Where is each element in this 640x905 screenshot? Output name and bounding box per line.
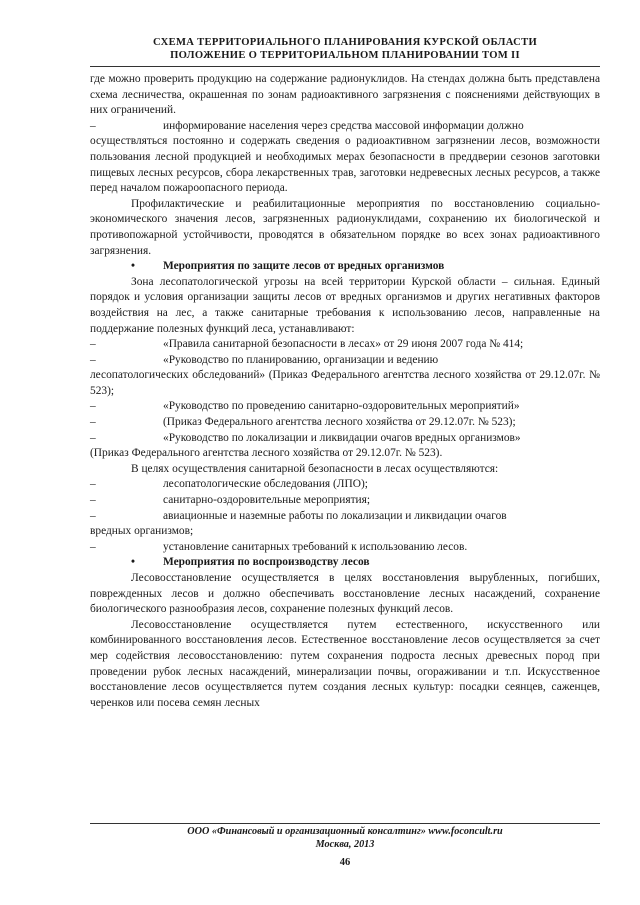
dash-marker: – [90, 494, 96, 507]
list-item-continuation: осуществляться постоянно и содержать сведения о радиоактивном загрязнении лесов, возможности пользования лесной продукцией и необходимых мерах безопасности в преддверии сезонов заготовки пищевых лесных ресурсов, сбора лекарственных трав, заготовки недревесных лесных ресурсов, а также перед началом пожароопасного периода. [90, 135, 600, 195]
list-item-text: информирование населения через средства массовой информации должно [163, 119, 524, 132]
bullet-marker: • [131, 556, 135, 569]
list-item [90, 540, 600, 556]
list-item-text: «Руководство по проведению санитарно-оздоровительных мероприятий» [163, 400, 520, 413]
list-item [90, 353, 600, 400]
footer-company: ООО «Финансовый и организационный консалтинг» www.foconcult.ru [187, 826, 503, 837]
dash-marker: – [90, 400, 96, 413]
dash-marker: – [90, 416, 96, 429]
header-title-line-1: СХЕМА ТЕРРИТОРИАЛЬНОГО ПЛАНИРОВАНИЯ КУРСКОЙ ОБЛАСТИ [152, 37, 537, 48]
dash-marker: – [90, 509, 96, 522]
header-title-line-2: ПОЛОЖЕНИЕ О ТЕРРИТОРИАЛЬНОМ ПЛАНИРОВАНИИ ТОМ II [170, 50, 520, 61]
dash-marker: – [90, 540, 96, 553]
dash-marker: – [90, 338, 96, 351]
list-item-continuation: лесопатологических обследований» (Приказ Федерального агентства лесного хозяйства от 29.12.07г. № 523); [90, 369, 600, 397]
paragraph: В целях осуществления санитарной безопасности в лесах осуществляются: [131, 462, 499, 475]
paragraph: Профилактические и реабилитационные мероприятия по восстановлению социально-экономического значения лесов, загрязненных радионуклидами, сохранению их биологической и противопожарной устойчивости, проводятся в обязательном порядке во всех зонах радиоактивного загрязнения. [90, 197, 600, 257]
dash-marker: – [90, 353, 96, 366]
header-divider [90, 66, 600, 67]
page-header [90, 36, 600, 62]
list-item-text: санитарно-оздоровительные мероприятия; [163, 494, 371, 507]
paragraph: Зона лесопатологической угрозы на всей территории Курской области – сильная. Единый порядок и условия организации защиты лесов от вредных организмов и других негативных факторов воздействия на лес, а также санитарные требования к использованию лесов, направленные на поддержание полезных функций леса, устанавливают: [90, 275, 600, 335]
section-heading-text: Мероприятия по воспроизводству лесов [163, 556, 370, 569]
list-item [90, 509, 600, 540]
list-item-text: установление санитарных требований к использованию лесов. [163, 540, 468, 553]
page-number: 46 [339, 857, 351, 868]
section-heading [90, 555, 600, 571]
list-item [90, 431, 600, 462]
list-item [90, 415, 600, 431]
footer-divider [90, 823, 600, 824]
footer-city-year: Москва, 2013 [315, 838, 375, 850]
bullet-marker: • [131, 260, 135, 273]
dash-marker: – [90, 478, 96, 491]
dash-marker: – [90, 431, 96, 444]
list-item-text: «Руководство по планированию, организации и ведению [163, 353, 439, 366]
list-item-text: «Руководство по локализации и ликвидации очагов вредных организмов» [163, 431, 521, 444]
list-item-continuation: (Приказ Федерального агентства лесного хозяйства от 29.12.07г. № 523). [90, 447, 443, 460]
section-heading-text: Мероприятия по защите лесов от вредных организмов [163, 260, 445, 273]
dash-marker: – [90, 119, 96, 132]
list-item-text: (Приказ Федерального агентства лесного хозяйства от 29.12.07г. № 523); [163, 416, 516, 429]
paragraph: Лесовосстановление осуществляется путем естественного, искусственного или комбинированного восстановления лесов. Естественное восстановление лесов осуществляется за счет мер содействия лесовосстановлению: путем сохранения подроста лесных древесных пород при проведении рубок лесных насаждений, минерализации почвы, огораживании и т.п. Искусственное восстановление лесов осуществляется путем создания лесных культур: посадки сеянцев, саженцев, черенков или посева семян лесных [90, 618, 600, 709]
list-item-continuation: вредных организмов; [90, 525, 194, 538]
list-item [90, 493, 600, 509]
list-item [90, 477, 600, 493]
list-item-text: авиационные и наземные работы по локализации и ликвидации очагов [163, 509, 507, 522]
list-item [90, 119, 600, 197]
paragraph: где можно проверить продукцию на содержание радионуклидов. На стендах должна быть представлена схема лесничества, окрашенная по зонам радиоактивного загрязнения с пояснениями действующих в них ограничений. [90, 73, 600, 117]
document-body [90, 72, 600, 711]
list-item-text: лесопатологические обследования (ЛПО); [163, 478, 368, 491]
paragraph: Лесовосстановление осуществляется в целях восстановления вырубленных, погибших, поврежденных лесов и должно обеспечивать восстановление лесных насаждений, сохранение биологического разнообразия лесов, сохранение полезных функций лесов. [90, 572, 600, 616]
page-footer [90, 826, 600, 851]
list-item-text: «Правила санитарной безопасности в лесах» от 29 июня 2007 года № 414; [163, 338, 524, 351]
list-item [90, 399, 600, 415]
section-heading [90, 259, 600, 275]
list-item [90, 337, 600, 353]
